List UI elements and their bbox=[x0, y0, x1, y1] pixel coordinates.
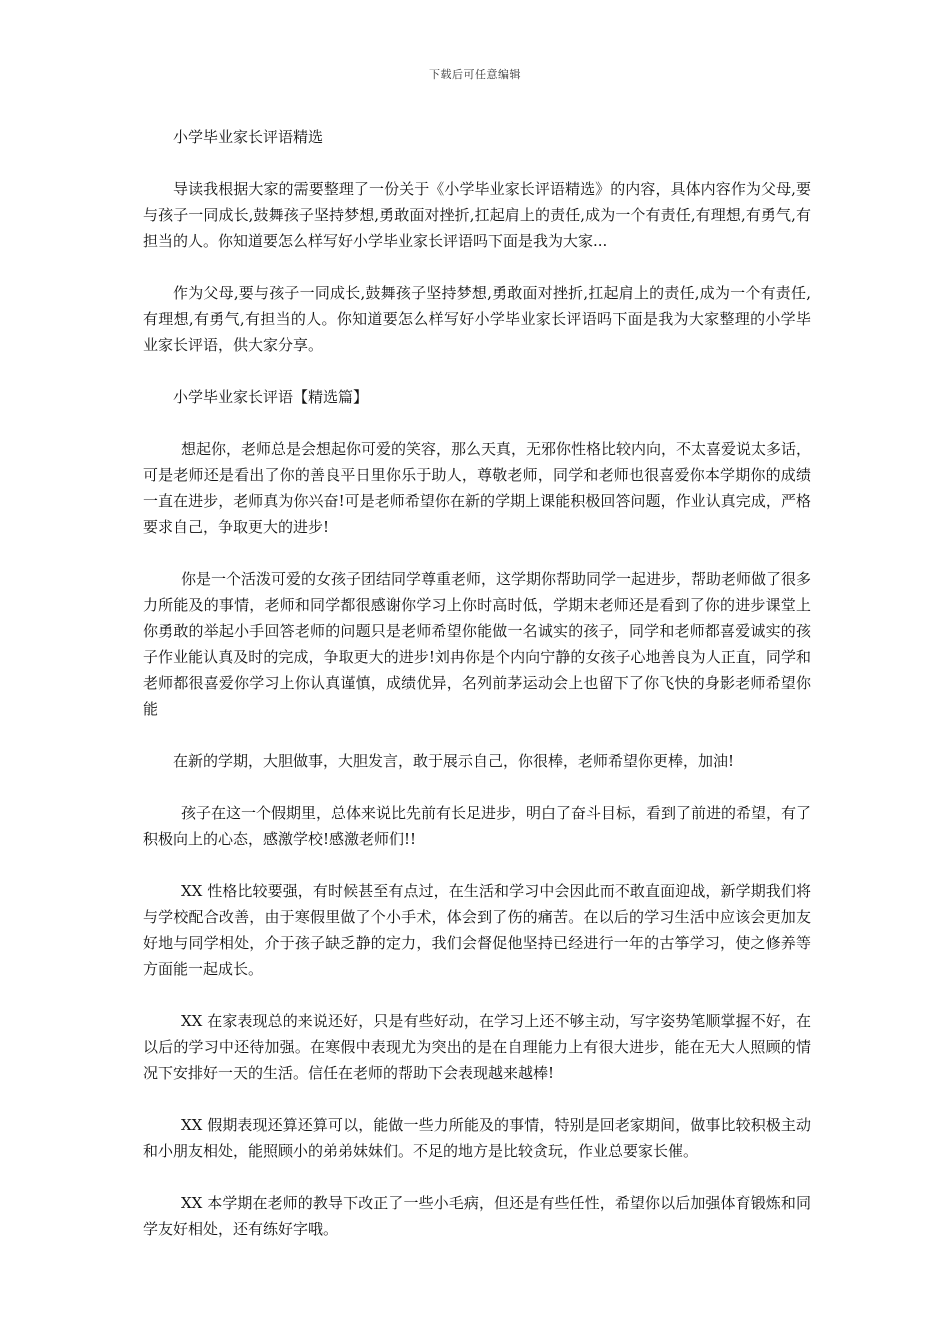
comment-paragraph: XX 在家表现总的来说还好，只是有些好动，在学习上还不够主动，写字姿势笔顺掌握不好，在以后的学习中还待加强。在寒假中表现尤为突出的是在自理能力上有很大进步，能在无大人照顾的情况下安排好一天的生活。信任在老师的帮助下会表现越来越棒! bbox=[143, 1012, 811, 1082]
comment-paragraph: XX 性格比较要强，有时候甚至有点过，在生活和学习中会因此而不敢直面迎战，新学期我们将与学校配合改善，由于寒假里做了个小手术，体会到了伤的痛苦。在以后的学习生活中应该会更加友好地与同学相处，介于孩子缺乏静的定力，我们会督促他坚持已经进行一年的古筝学习，使之修养等方面能一起成长。 bbox=[143, 882, 811, 978]
comment-paragraph: 想起你，老师总是会想起你可爱的笑容，那么天真，无邪你性格比较内向，不太喜爱说太多话，可是老师还是看出了你的善良平日里你乐于助人，尊敬老师，同学和老师也很喜爱你本学期你的成绩一直在进步，老师真为你兴奋!可是老师希望你在新的学期上课能积极回答问题，作业认真完成，严格要求自己，争取更大的进步! bbox=[143, 440, 812, 536]
comment-paragraph: 你是一个活泼可爱的女孩子团结同学尊重老师，这学期你帮助同学一起进步，帮助老师做了很多力所能及的事情，老师和同学都很感谢你学习上你时高时低，学期末老师还是看到了你的进步课堂上你勇敢的举起小手回答老师的问题只是老师希望你能做一名诚实的孩子，同学和老师都喜爱诚实的孩子作业能认真及时的完成，争取更大的进步!刘冉你是个内向宁静的女孩子心地善良为人正直，同学和老师都很喜爱你学习上你认真谨慎，成绩优异，名列前茅运动会上也留下了你飞快的身影老师希望你能 bbox=[143, 570, 812, 718]
section-heading: 小学毕业家长评语【精选篇】 bbox=[173, 388, 369, 406]
intro-paragraph: 导读我根据大家的需要整理了一份关于《小学毕业家长评语精选》的内容，具体内容作为父母,要与孩子一同成长,鼓舞孩子坚持梦想,勇敢面对挫折,扛起肩上的责任,成为一个有责任,有理想,有勇气,有担当的人。你知道要怎么样写好小学毕业家长评语吗下面是我为大家... bbox=[143, 180, 811, 250]
document-title: 小学毕业家长评语精选 bbox=[173, 128, 324, 146]
comment-paragraph: XX 本学期在老师的教导下改正了一些小毛病，但还是有些任性，希望你以后加强体育锻炼和同学友好相处，还有练好字哦。 bbox=[143, 1194, 811, 1238]
header-note: 下载后可任意编辑 bbox=[429, 68, 521, 81]
comment-paragraph: 在新的学期，大胆做事，大胆发言，敢于展示自己，你很棒，老师希望你更棒，加油! bbox=[173, 752, 735, 770]
comment-paragraph: 孩子在这一个假期里，总体来说比先前有长足进步，明白了奋斗目标，看到了前进的希望，有了积极向上的心态，感激学校!感激老师们!! bbox=[143, 804, 812, 848]
body-paragraph: 作为父母,要与孩子一同成长,鼓舞孩子坚持梦想,勇敢面对挫折,扛起肩上的责任,成为一个有责任,有理想,有勇气,有担当的人。你知道要怎么样写好小学毕业家长评语吗下面是我为大家整理的小学毕业家长评语，供大家分享。 bbox=[143, 284, 811, 354]
document-body bbox=[143, 124, 811, 1268]
comment-paragraph: XX 假期表现还算还算可以，能做一些力所能及的事情，特别是回老家期间，做事比较积极主动和小朋友相处，能照顾小的弟弟妹妹们。不足的地方是比较贪玩，作业总要家长催。 bbox=[143, 1116, 811, 1160]
